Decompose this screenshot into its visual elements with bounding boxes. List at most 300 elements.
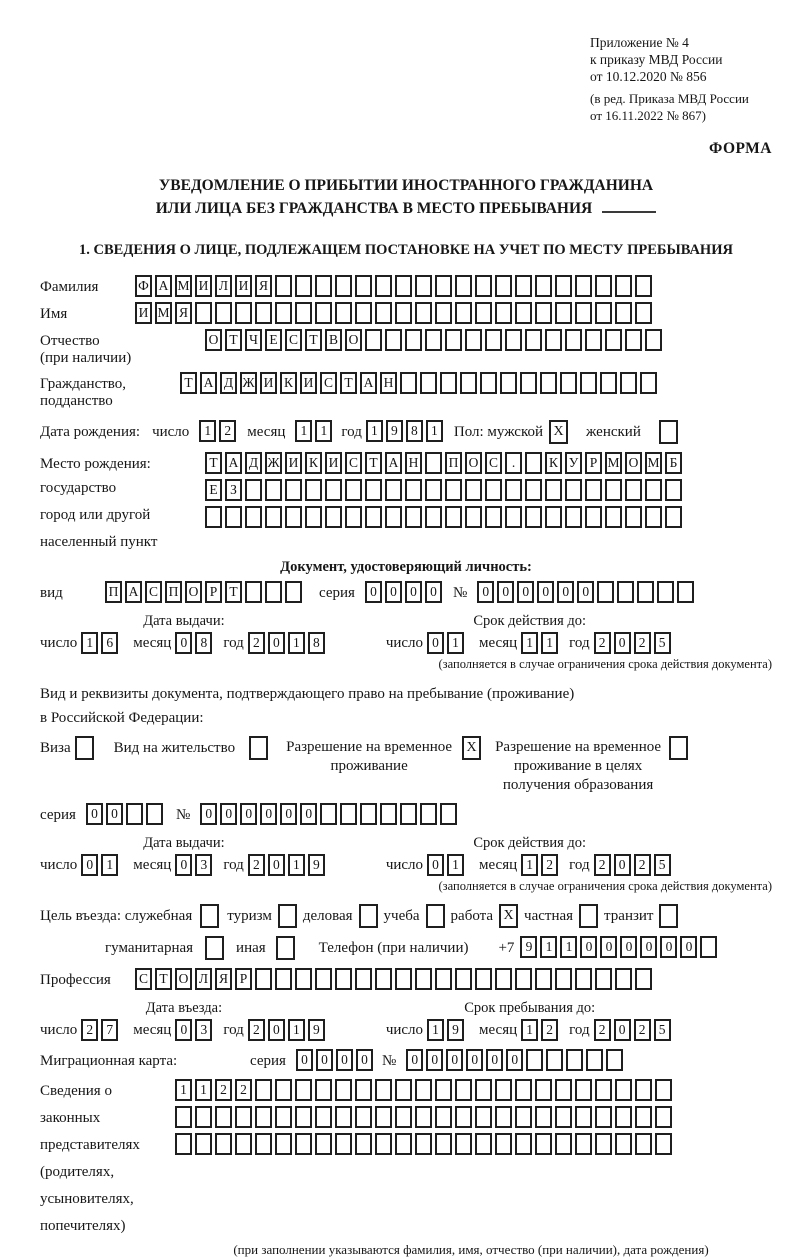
visa-checkbox bbox=[75, 736, 94, 760]
char-cell bbox=[325, 479, 342, 501]
char-cell: 9 bbox=[308, 1019, 325, 1041]
char-cell bbox=[225, 506, 242, 528]
char-cell: 0 bbox=[497, 581, 514, 603]
char-cell: А bbox=[125, 581, 142, 603]
char-cell bbox=[635, 275, 652, 297]
char-cell: 0 bbox=[260, 803, 277, 825]
char-cell bbox=[415, 1133, 432, 1155]
char-cell bbox=[275, 302, 292, 324]
char-cell bbox=[617, 581, 634, 603]
char-cell bbox=[595, 1106, 612, 1128]
char-cell: Ф bbox=[135, 275, 152, 297]
entry-day-boxes bbox=[81, 1019, 121, 1041]
char-cell bbox=[295, 302, 312, 324]
purpose-other-checkbox bbox=[276, 936, 295, 960]
char-cell bbox=[365, 506, 382, 528]
char-cell bbox=[205, 506, 222, 528]
residence-valid-month-boxes bbox=[521, 854, 561, 876]
char-cell bbox=[545, 479, 562, 501]
char-cell bbox=[445, 479, 462, 501]
char-cell: 0 bbox=[477, 581, 494, 603]
char-cell bbox=[335, 302, 352, 324]
char-cell bbox=[375, 1079, 392, 1101]
char-cell bbox=[315, 302, 332, 324]
char-cell bbox=[340, 803, 357, 825]
purpose-secondary-row bbox=[40, 936, 772, 960]
residence-series-label: серия bbox=[40, 807, 76, 823]
char-cell bbox=[525, 479, 542, 501]
char-cell bbox=[615, 302, 632, 324]
char-cell bbox=[315, 275, 332, 297]
char-cell bbox=[320, 803, 337, 825]
residence-issue-year-boxes bbox=[248, 854, 328, 876]
residence-number-boxes bbox=[200, 803, 460, 825]
char-cell: 0 bbox=[660, 936, 677, 958]
char-cell: . bbox=[505, 452, 522, 474]
char-cell bbox=[445, 506, 462, 528]
purpose-study-label: учеба bbox=[383, 908, 420, 924]
char-cell bbox=[380, 803, 397, 825]
birth-place-boxes-row3 bbox=[205, 506, 685, 528]
char-cell: 0 bbox=[614, 854, 631, 876]
char-cell bbox=[375, 1106, 392, 1128]
char-cell bbox=[375, 968, 392, 990]
char-cell: О bbox=[345, 329, 362, 351]
birth-year-label: год bbox=[341, 424, 362, 440]
char-cell: Н bbox=[380, 372, 397, 394]
legal-representatives-label: Сведения о законных представителях (родителях, усыновителях, попечителях) bbox=[40, 1083, 140, 1234]
char-cell bbox=[460, 372, 477, 394]
char-cell: Р bbox=[205, 581, 222, 603]
char-cell bbox=[335, 1106, 352, 1128]
char-cell: 1 bbox=[288, 1019, 305, 1041]
char-cell: 1 bbox=[315, 420, 332, 442]
char-cell: 0 bbox=[427, 632, 444, 654]
citizenship-label: Гражданство, подданство bbox=[40, 376, 127, 409]
char-cell bbox=[215, 1106, 232, 1128]
char-cell bbox=[255, 968, 272, 990]
phone-boxes bbox=[520, 936, 720, 958]
entry-date-title: Дата въезда: bbox=[145, 1000, 223, 1016]
char-cell: 0 bbox=[268, 1019, 285, 1041]
char-cell bbox=[385, 506, 402, 528]
char-cell bbox=[535, 1079, 552, 1101]
char-cell: 2 bbox=[219, 420, 236, 442]
char-cell bbox=[565, 506, 582, 528]
identity-doc-kind-row bbox=[40, 581, 772, 603]
char-cell bbox=[545, 329, 562, 351]
char-cell bbox=[515, 302, 532, 324]
identity-issue-title: Дата выдачи: bbox=[143, 613, 225, 629]
birth-place-label: Место рождения: государство город или другой населенный пункт bbox=[40, 456, 158, 550]
char-cell: 1 bbox=[560, 936, 577, 958]
legal-representatives-row bbox=[40, 1079, 772, 1235]
char-cell bbox=[445, 329, 462, 351]
char-cell bbox=[295, 1133, 312, 1155]
temp-permit-checkbox: X bbox=[462, 736, 481, 760]
char-cell: С bbox=[145, 581, 162, 603]
legal-representatives-boxes-stack bbox=[175, 1079, 675, 1155]
purpose-humanitarian-checkbox bbox=[205, 936, 224, 960]
char-cell: С bbox=[135, 968, 152, 990]
char-cell: Т bbox=[180, 372, 197, 394]
char-cell bbox=[235, 1106, 252, 1128]
char-cell: 5 bbox=[654, 1019, 671, 1041]
char-cell bbox=[420, 372, 437, 394]
char-cell: 0 bbox=[506, 1049, 523, 1071]
identity-doc-heading: Документ, удостоверяющий личность: bbox=[280, 559, 532, 575]
char-cell: Ч bbox=[245, 329, 262, 351]
char-cell bbox=[515, 1079, 532, 1101]
char-cell: 1 bbox=[195, 1079, 212, 1101]
char-cell: К bbox=[280, 372, 297, 394]
residence-series-boxes bbox=[86, 803, 166, 825]
char-cell: 8 bbox=[195, 632, 212, 654]
residence-issue-month-boxes bbox=[175, 854, 215, 876]
char-cell: 0 bbox=[385, 581, 402, 603]
birth-year-boxes bbox=[366, 420, 446, 442]
surname-boxes bbox=[135, 275, 655, 297]
char-cell bbox=[315, 1079, 332, 1101]
char-cell: 1 bbox=[199, 420, 216, 442]
char-cell bbox=[520, 372, 537, 394]
char-cell: 0 bbox=[106, 803, 123, 825]
char-cell bbox=[605, 329, 622, 351]
document-title-line-1: УВЕДОМЛЕНИЕ О ПРИБЫТИИ ИНОСТРАННОГО ГРАЖДАНИНА bbox=[158, 177, 654, 194]
purpose-private-label: частная bbox=[524, 908, 574, 924]
char-cell bbox=[535, 275, 552, 297]
char-cell bbox=[495, 968, 512, 990]
char-cell bbox=[525, 452, 542, 474]
char-cell: З bbox=[225, 479, 242, 501]
char-cell bbox=[245, 479, 262, 501]
char-cell bbox=[595, 275, 612, 297]
char-cell bbox=[265, 479, 282, 501]
revision-line: от 16.11.2022 № 867) bbox=[590, 108, 707, 123]
char-cell bbox=[595, 968, 612, 990]
char-cell bbox=[245, 581, 262, 603]
char-cell: 0 bbox=[81, 854, 98, 876]
char-cell bbox=[465, 479, 482, 501]
birth-place-boxes-row1 bbox=[205, 452, 685, 474]
char-cell bbox=[655, 1079, 672, 1101]
char-cell bbox=[495, 1106, 512, 1128]
char-cell: 1 bbox=[521, 854, 538, 876]
char-cell bbox=[375, 1133, 392, 1155]
char-cell bbox=[315, 1133, 332, 1155]
char-cell bbox=[375, 275, 392, 297]
char-cell bbox=[440, 372, 457, 394]
char-cell: 1 bbox=[521, 632, 538, 654]
char-cell: У bbox=[565, 452, 582, 474]
char-cell bbox=[535, 1106, 552, 1128]
identity-kind-boxes bbox=[105, 581, 305, 603]
char-cell: 1 bbox=[426, 420, 443, 442]
char-cell bbox=[545, 506, 562, 528]
residence-valid-group: Срок действия до: число 0 1 месяц 1 2 год 2 0 2 5 bbox=[386, 835, 674, 876]
char-cell: И bbox=[285, 452, 302, 474]
char-cell: С bbox=[485, 452, 502, 474]
birth-month-label: месяц bbox=[247, 424, 286, 440]
char-cell bbox=[265, 581, 282, 603]
appendix-line: Приложение № 4 bbox=[590, 35, 689, 50]
char-cell: А bbox=[155, 275, 172, 297]
char-cell bbox=[575, 1106, 592, 1128]
migration-number-label: № bbox=[381, 1053, 397, 1069]
char-cell bbox=[597, 581, 614, 603]
char-cell: 1 bbox=[366, 420, 383, 442]
char-cell: 2 bbox=[248, 1019, 265, 1041]
char-cell bbox=[535, 302, 552, 324]
char-cell: П bbox=[105, 581, 122, 603]
appendix-ref-block bbox=[590, 34, 772, 124]
char-cell bbox=[365, 479, 382, 501]
char-cell bbox=[605, 479, 622, 501]
char-cell: 2 bbox=[215, 1079, 232, 1101]
char-cell bbox=[515, 968, 532, 990]
char-cell: 1 bbox=[447, 854, 464, 876]
char-cell: С bbox=[320, 372, 337, 394]
char-cell bbox=[635, 1133, 652, 1155]
purpose-other-label: иная bbox=[236, 940, 266, 956]
char-cell bbox=[555, 968, 572, 990]
char-cell bbox=[385, 329, 402, 351]
char-cell bbox=[275, 968, 292, 990]
char-cell: 2 bbox=[248, 854, 265, 876]
char-cell: А bbox=[225, 452, 242, 474]
residence-issue-title: Дата выдачи: bbox=[143, 835, 225, 851]
char-cell bbox=[586, 1049, 603, 1071]
char-cell: Т bbox=[155, 968, 172, 990]
char-cell: 2 bbox=[541, 854, 558, 876]
char-cell bbox=[440, 803, 457, 825]
char-cell: Р bbox=[585, 452, 602, 474]
residence-doc-series-row bbox=[40, 803, 772, 825]
char-cell: Л bbox=[215, 275, 232, 297]
identity-issue-group: Дата выдачи: число 1 6 месяц 0 8 год 2 0 1 8 bbox=[40, 613, 328, 654]
char-cell: 9 bbox=[386, 420, 403, 442]
char-cell bbox=[255, 1079, 272, 1101]
char-cell bbox=[665, 506, 682, 528]
char-cell: Д bbox=[220, 372, 237, 394]
char-cell bbox=[515, 1133, 532, 1155]
char-cell: В bbox=[325, 329, 342, 351]
char-cell: 0 bbox=[175, 854, 192, 876]
char-cell bbox=[395, 1133, 412, 1155]
char-cell bbox=[540, 372, 557, 394]
char-cell: 0 bbox=[175, 1019, 192, 1041]
char-cell bbox=[645, 479, 662, 501]
char-cell bbox=[555, 1106, 572, 1128]
char-cell bbox=[195, 302, 212, 324]
char-cell bbox=[405, 329, 422, 351]
char-cell bbox=[566, 1049, 583, 1071]
char-cell: 0 bbox=[614, 1019, 631, 1041]
char-cell: 1 bbox=[175, 1079, 192, 1101]
char-cell bbox=[295, 968, 312, 990]
char-cell: 2 bbox=[594, 632, 611, 654]
char-cell bbox=[285, 479, 302, 501]
migration-number-boxes bbox=[406, 1049, 626, 1071]
char-cell: 0 bbox=[240, 803, 257, 825]
char-cell bbox=[575, 1079, 592, 1101]
profession-row bbox=[40, 968, 772, 990]
char-cell bbox=[345, 506, 362, 528]
title-blank-underline bbox=[602, 211, 656, 213]
char-cell: 2 bbox=[81, 1019, 98, 1041]
identity-doc-dates bbox=[40, 613, 772, 672]
char-cell bbox=[355, 302, 372, 324]
char-cell bbox=[575, 275, 592, 297]
char-cell bbox=[255, 302, 272, 324]
char-cell bbox=[215, 1133, 232, 1155]
migration-card-row bbox=[40, 1049, 772, 1071]
char-cell bbox=[345, 479, 362, 501]
char-cell bbox=[455, 1106, 472, 1128]
char-cell: 9 bbox=[308, 854, 325, 876]
char-cell: 0 bbox=[316, 1049, 333, 1071]
char-cell bbox=[606, 1049, 623, 1071]
char-cell: 2 bbox=[634, 854, 651, 876]
char-cell bbox=[495, 1079, 512, 1101]
char-cell bbox=[400, 803, 417, 825]
char-cell bbox=[405, 506, 422, 528]
char-cell: О bbox=[465, 452, 482, 474]
char-cell: О bbox=[185, 581, 202, 603]
char-cell: 1 bbox=[101, 854, 118, 876]
residence-number-label: № bbox=[175, 807, 191, 823]
identity-valid-note: (заполняется в случае ограничения срока действия документа) bbox=[438, 657, 772, 671]
char-cell bbox=[575, 968, 592, 990]
char-cell bbox=[315, 1106, 332, 1128]
legal-representatives-boxes-row3 bbox=[175, 1133, 675, 1155]
char-cell bbox=[585, 479, 602, 501]
identity-number-label: № bbox=[452, 585, 468, 601]
char-cell bbox=[645, 506, 662, 528]
char-cell bbox=[475, 275, 492, 297]
char-cell: 2 bbox=[541, 1019, 558, 1041]
char-cell bbox=[415, 968, 432, 990]
stay-month-boxes bbox=[521, 1019, 561, 1041]
identity-kind-label: вид bbox=[40, 585, 63, 601]
identity-valid-group: Срок действия до: число 0 1 месяц 1 1 год 2 0 2 5 bbox=[386, 613, 674, 654]
char-cell: 7 bbox=[101, 1019, 118, 1041]
purpose-official-checkbox bbox=[200, 904, 219, 928]
residence-valid-day-boxes bbox=[427, 854, 467, 876]
char-cell bbox=[425, 452, 442, 474]
revision-line: (в ред. Приказа МВД России bbox=[590, 91, 749, 106]
char-cell: О bbox=[205, 329, 222, 351]
char-cell: 0 bbox=[175, 632, 192, 654]
profession-label: Профессия bbox=[40, 972, 111, 988]
char-cell bbox=[615, 1133, 632, 1155]
char-cell bbox=[295, 275, 312, 297]
char-cell bbox=[435, 1079, 452, 1101]
char-cell bbox=[275, 275, 292, 297]
sex-female-label: женский bbox=[586, 424, 641, 440]
char-cell bbox=[395, 302, 412, 324]
char-cell bbox=[700, 936, 717, 958]
stay-until-title: Срок пребывания до: bbox=[464, 1000, 596, 1016]
migration-series-boxes bbox=[296, 1049, 376, 1071]
char-cell: К bbox=[305, 452, 322, 474]
identity-series-boxes bbox=[365, 581, 445, 603]
char-cell bbox=[415, 1079, 432, 1101]
char-cell bbox=[565, 329, 582, 351]
char-cell bbox=[620, 372, 637, 394]
char-cell bbox=[275, 1133, 292, 1155]
migration-card-label: Миграционная карта: bbox=[40, 1053, 178, 1069]
char-cell: Л bbox=[195, 968, 212, 990]
char-cell bbox=[465, 329, 482, 351]
identity-issue-year-boxes bbox=[248, 632, 328, 654]
char-cell bbox=[615, 1079, 632, 1101]
char-cell bbox=[480, 372, 497, 394]
char-cell: Б bbox=[665, 452, 682, 474]
char-cell: И bbox=[235, 275, 252, 297]
char-cell bbox=[525, 506, 542, 528]
char-cell: Д bbox=[245, 452, 262, 474]
birth-place-boxes-stack bbox=[205, 452, 685, 528]
birth-date-row bbox=[40, 420, 772, 444]
purpose-business-checkbox bbox=[359, 904, 378, 928]
char-cell bbox=[355, 1106, 372, 1128]
char-cell bbox=[640, 372, 657, 394]
char-cell bbox=[285, 581, 302, 603]
char-cell: 0 bbox=[614, 632, 631, 654]
char-cell: 0 bbox=[296, 1049, 313, 1071]
char-cell bbox=[585, 329, 602, 351]
char-cell: 1 bbox=[295, 420, 312, 442]
char-cell: 5 bbox=[654, 854, 671, 876]
char-cell bbox=[420, 803, 437, 825]
char-cell bbox=[385, 479, 402, 501]
char-cell: 0 bbox=[427, 854, 444, 876]
char-cell bbox=[525, 329, 542, 351]
char-cell bbox=[285, 506, 302, 528]
char-cell: 0 bbox=[268, 632, 285, 654]
char-cell: С bbox=[345, 452, 362, 474]
migration-series-label: серия bbox=[250, 1053, 286, 1069]
char-cell: М bbox=[605, 452, 622, 474]
char-cell bbox=[175, 1106, 192, 1128]
citizenship-boxes bbox=[180, 372, 660, 394]
char-cell: И bbox=[300, 372, 317, 394]
char-cell: И bbox=[195, 275, 212, 297]
purpose-study-checkbox bbox=[426, 904, 445, 928]
char-cell: 0 bbox=[280, 803, 297, 825]
char-cell bbox=[526, 1049, 543, 1071]
char-cell: А bbox=[200, 372, 217, 394]
char-cell bbox=[455, 1079, 472, 1101]
visa-label: Виза bbox=[40, 740, 71, 756]
birth-place-row bbox=[40, 452, 772, 551]
identity-issue-month-boxes bbox=[175, 632, 215, 654]
char-cell: Ж bbox=[240, 372, 257, 394]
char-cell bbox=[677, 581, 694, 603]
purpose-work-checkbox: X bbox=[499, 904, 518, 928]
char-cell bbox=[275, 1106, 292, 1128]
char-cell: 0 bbox=[466, 1049, 483, 1071]
identity-number-boxes bbox=[477, 581, 697, 603]
phone-prefix: +7 bbox=[498, 940, 515, 956]
phone-label: Телефон (при наличии) bbox=[318, 940, 469, 956]
char-cell: 0 bbox=[336, 1049, 353, 1071]
char-cell bbox=[435, 302, 452, 324]
residence-permit-options-row bbox=[40, 736, 772, 795]
char-cell bbox=[605, 506, 622, 528]
char-cell bbox=[335, 275, 352, 297]
